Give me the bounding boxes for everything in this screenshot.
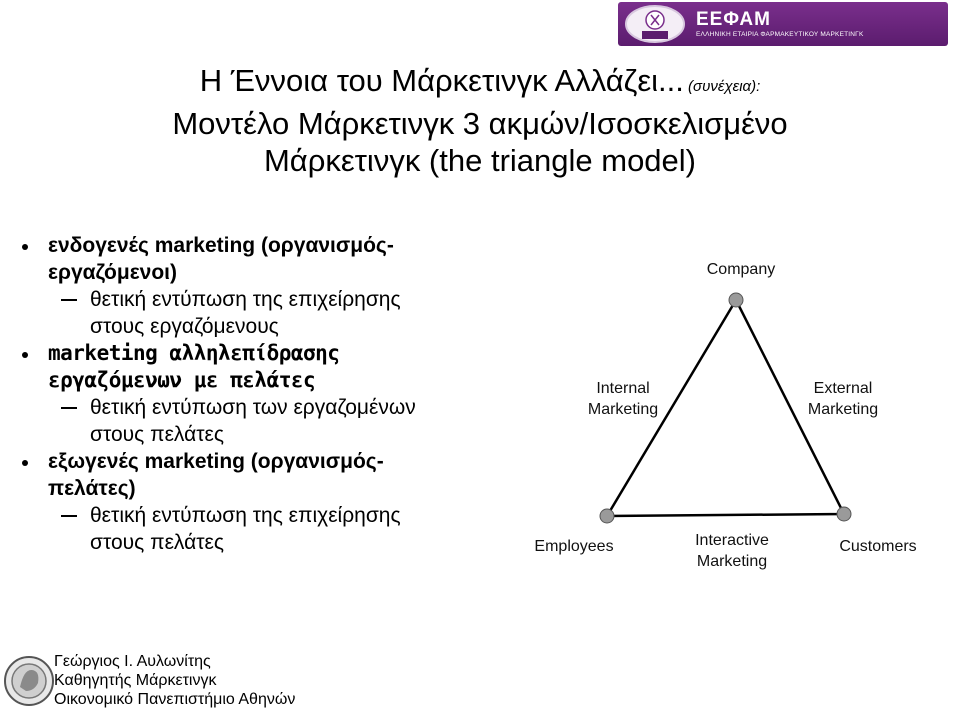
slide-title [60,62,900,179]
bullet-text: εξωγενές marketing (οργανισμός- [48,450,384,473]
bullet-text: marketing αλληλεπίδρασης [48,341,340,365]
label-customers: Customers [839,538,917,555]
author-info [54,652,295,709]
sub-bullet-text: στους πελάτες [90,531,225,554]
label-company: Company [706,261,776,278]
title-line2: Μοντέλο Μάρκετινγκ 3 ακμών/Ισοσκελισμένο [172,106,788,141]
sub-bullet-text: θετική εντύπωση των εργαζομένων [90,396,416,419]
bullet-item [18,448,558,502]
label-external-l2: Marketing [807,401,879,418]
node-customers [837,507,851,521]
label-internal-l1: Internal [596,380,650,397]
label-external-l1: External [813,380,873,397]
node-company [729,293,743,307]
university-seal-icon [4,653,54,709]
label-internal-marketing [578,378,668,420]
label-interactive-l1: Interactive [695,532,769,549]
author-university: Οικονομικό Πανεπιστήμιο Αθηνών [54,691,296,708]
eefam-logo [618,2,948,46]
sub-bullet-item [18,502,558,556]
sub-bullet-text: στους πελάτες [90,423,225,446]
bullet-text: ενδογενές marketing (οργανισμός- [48,234,394,257]
bullet-text: εργαζόμενων με πελάτες [48,368,316,392]
logo-seal-icon [624,4,686,44]
label-employees: Employees [534,538,614,555]
author-title: Καθηγητής Μάρκετινγκ [54,672,217,689]
sub-bullet-item [18,286,558,340]
node-employees [600,509,614,523]
logo-subtitle: ΕΛΛΗΝΙΚΗ ΕΤΑΙΡΙΑ ΦΑΡΜΑΚΕΥΤΙΚΟΥ ΜΑΡΚΕΤΙΝΓΚ [696,30,864,38]
author-name: Γεώργιος Ι. Αυλωνίτης [54,653,211,670]
bullet-list [18,232,558,556]
title-line3: Μάρκετινγκ (the triangle model) [263,143,697,178]
sub-bullet-text: στους εργαζόμενους [90,315,279,338]
label-interactive-marketing [686,530,778,572]
bullet-item [18,340,558,394]
title-line1-small: (συνέχεια): [683,78,761,95]
triangle-model-diagram [520,250,950,590]
label-internal-l2: Marketing [587,401,659,418]
bullet-item [18,232,558,286]
label-interactive-l2: Marketing [696,553,768,570]
bullet-text: πελάτες) [48,477,136,500]
sub-bullet-text: θετική εντύπωση της επιχείρησης [90,288,401,311]
sub-bullet-text: θετική εντύπωση της επιχείρησης [90,504,401,527]
sub-bullet-item [18,394,558,448]
title-line1: Η Έννοια του Μάρκετινγκ Αλλάζει... [199,63,684,98]
label-external-marketing [798,378,888,420]
logo-name: ΕΕΦΑΜ [696,8,771,30]
bullet-text: εργαζόμενοι) [48,261,178,284]
